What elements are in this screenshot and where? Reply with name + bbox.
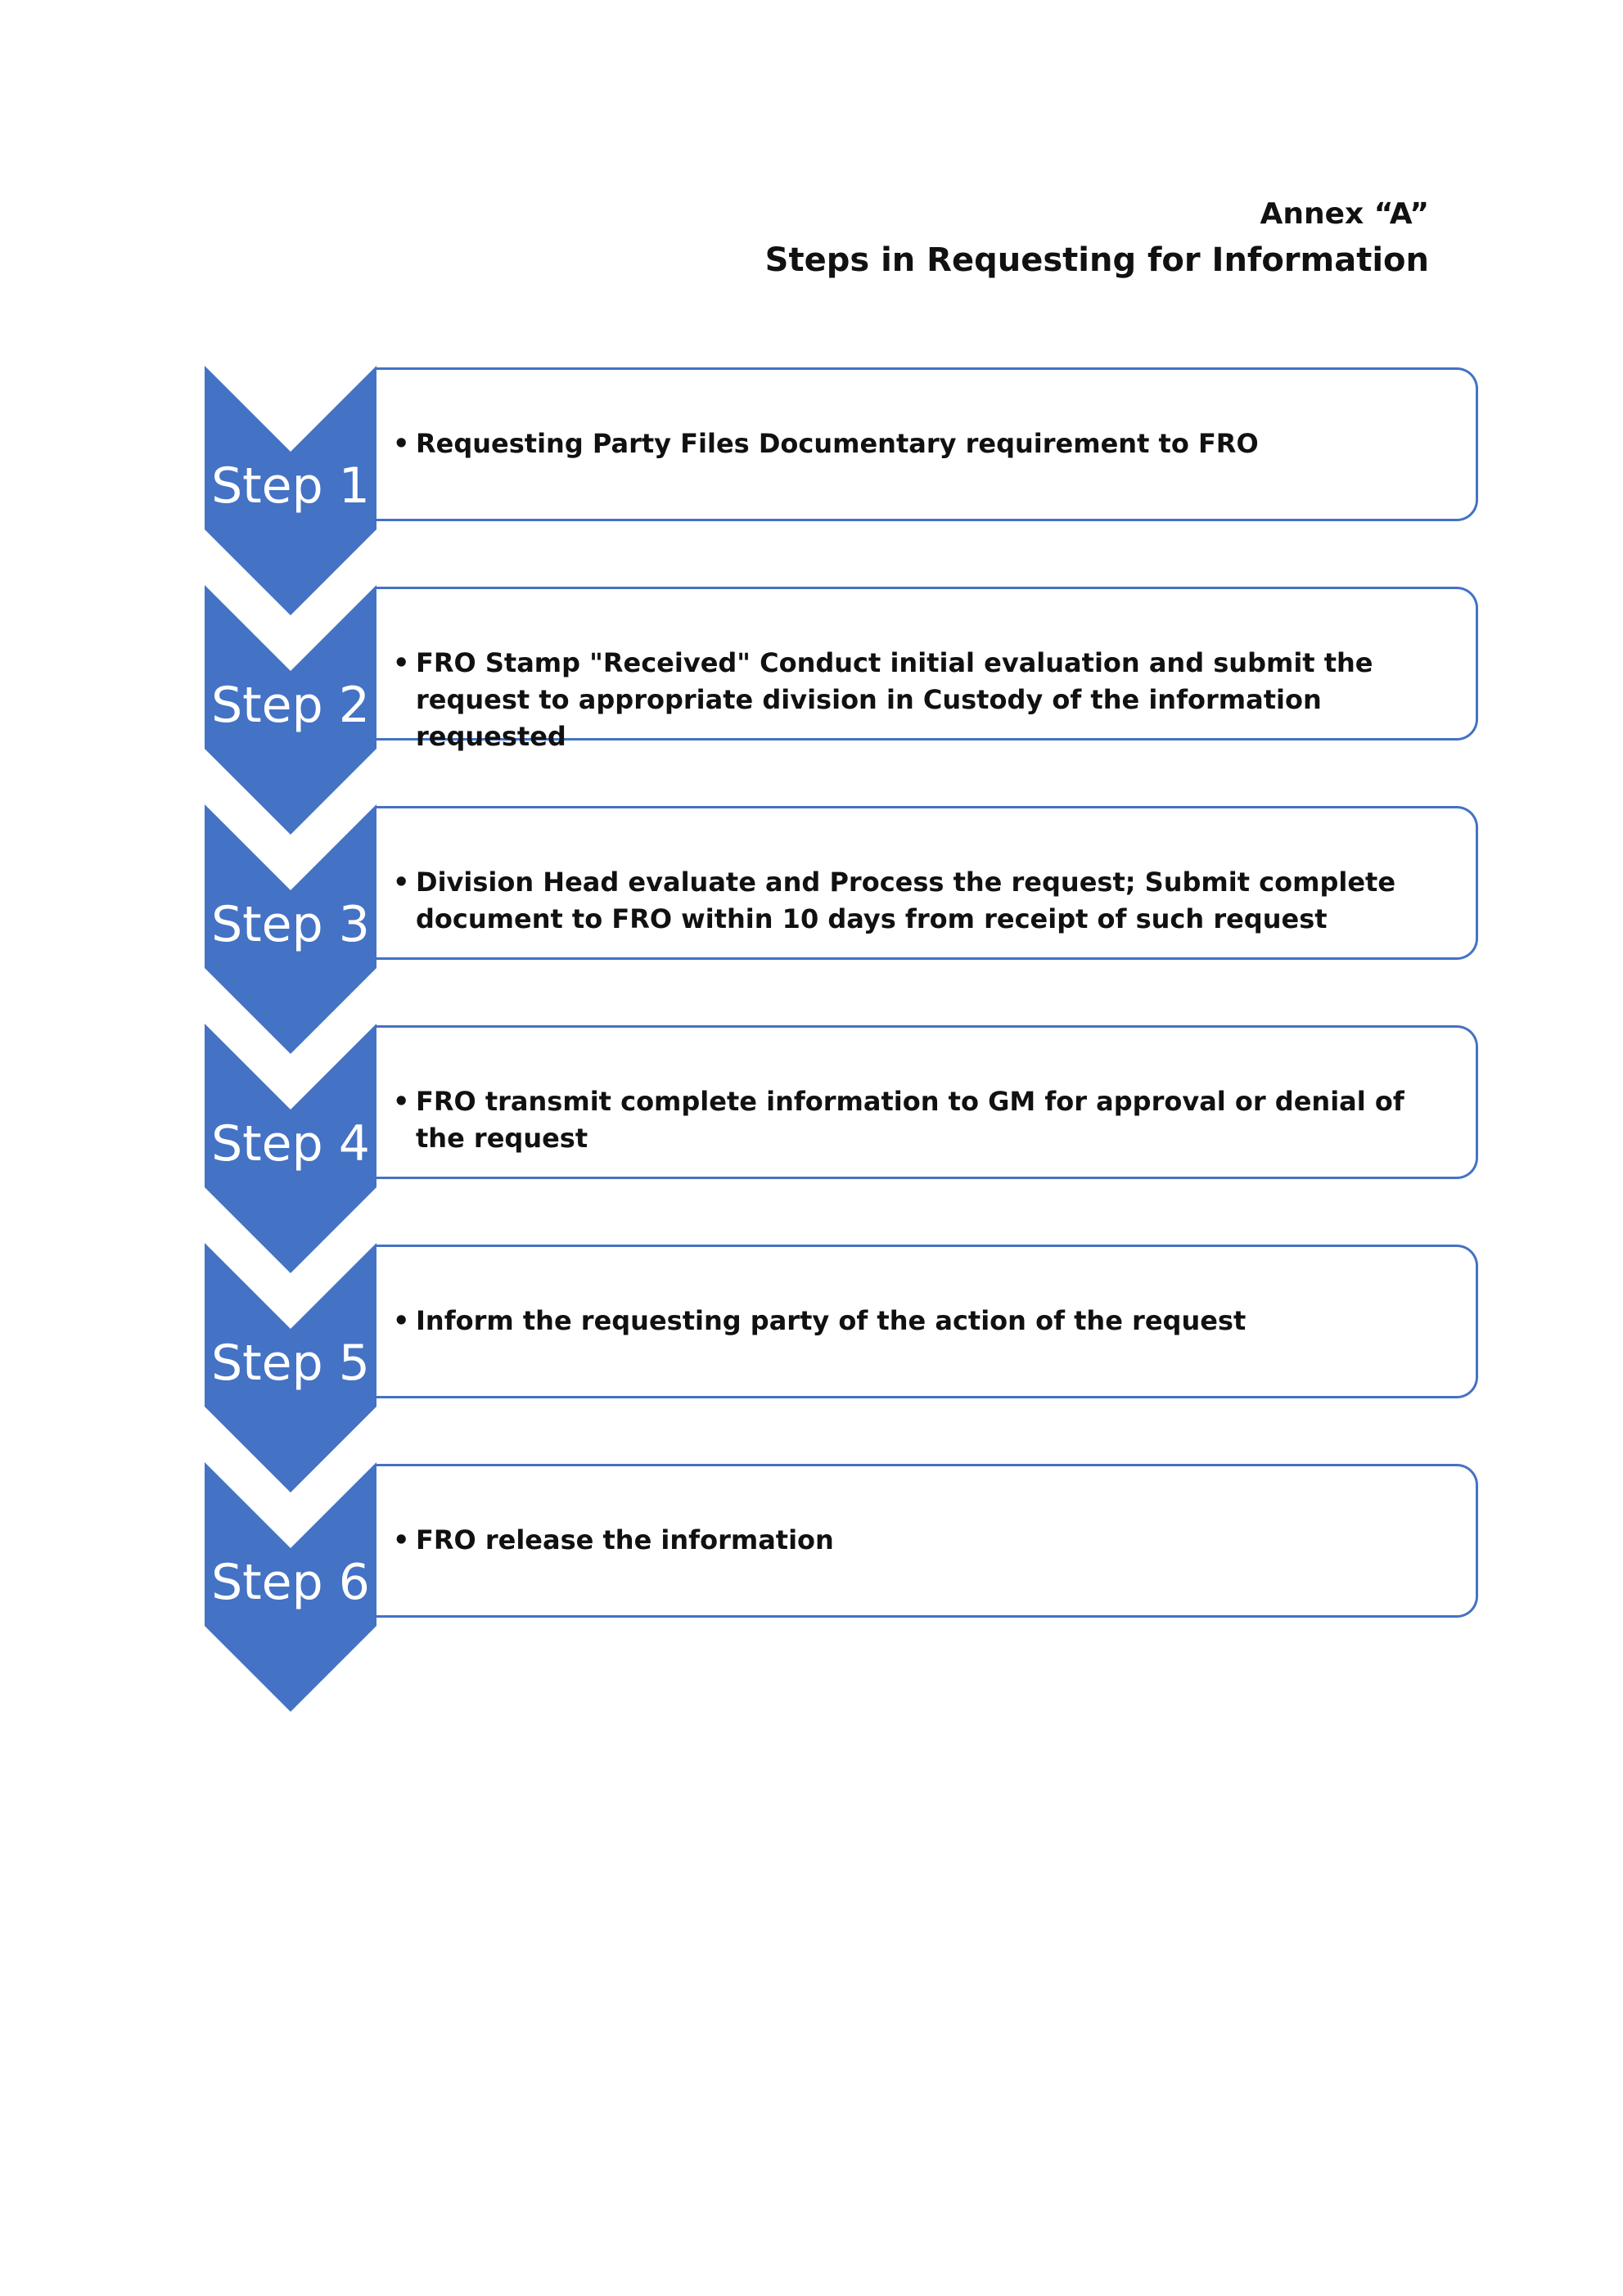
process-step-4 bbox=[205, 1024, 1481, 1277]
step-description-box bbox=[376, 806, 1478, 960]
step-description-box bbox=[376, 1245, 1478, 1398]
bullet-icon: • bbox=[393, 1524, 410, 1555]
step-text: FRO release the information bbox=[416, 1524, 834, 1555]
step-description bbox=[393, 425, 1461, 462]
document-header bbox=[765, 193, 1429, 285]
page-title: Steps in Requesting for Information bbox=[764, 241, 1429, 279]
step-description-box bbox=[376, 367, 1478, 521]
process-step-2 bbox=[205, 585, 1481, 839]
process-step-3 bbox=[205, 804, 1481, 1058]
annex-label: Annex “A” bbox=[1260, 197, 1429, 231]
step-description-box bbox=[376, 587, 1478, 752]
step-description-box bbox=[376, 1025, 1478, 1179]
bullet-icon: • bbox=[393, 867, 410, 898]
bullet-icon: • bbox=[393, 1305, 410, 1336]
step-text: Inform the requesting party of the action of the request bbox=[416, 1305, 1247, 1336]
process-step-1 bbox=[205, 366, 1481, 619]
process-step-5 bbox=[205, 1243, 1481, 1497]
bullet-icon: • bbox=[393, 647, 410, 678]
step-description bbox=[393, 645, 1461, 755]
bullet-icon: • bbox=[393, 1086, 410, 1117]
step-text: FRO transmit complete information to GM for approval or denial of the request bbox=[416, 1086, 1404, 1154]
step-description-box bbox=[376, 1464, 1478, 1618]
step-text: Requesting Party Files Documentary requirement to FRO bbox=[416, 428, 1259, 459]
step-number-label: Step 1 bbox=[211, 457, 370, 515]
process-step-6 bbox=[205, 1462, 1481, 1716]
step-description bbox=[393, 1303, 1461, 1339]
step-number-label: Step 5 bbox=[211, 1335, 370, 1392]
step-number-label: Step 2 bbox=[211, 677, 370, 734]
step-description bbox=[393, 864, 1461, 938]
step-description bbox=[393, 1522, 1461, 1559]
bullet-icon: • bbox=[393, 428, 410, 459]
step-number-label: Step 3 bbox=[211, 896, 370, 953]
step-number-label: Step 4 bbox=[211, 1115, 370, 1173]
step-description bbox=[393, 1083, 1461, 1157]
step-number-label: Step 6 bbox=[211, 1554, 370, 1611]
step-text: FRO Stamp "Received" Conduct initial evaluation and submit the request to appropriate division in Custody of the information requested bbox=[416, 647, 1373, 752]
step-text: Division Head evaluate and Process the request; Submit complete document to FRO within 10 days from receipt of such request bbox=[416, 867, 1396, 934]
